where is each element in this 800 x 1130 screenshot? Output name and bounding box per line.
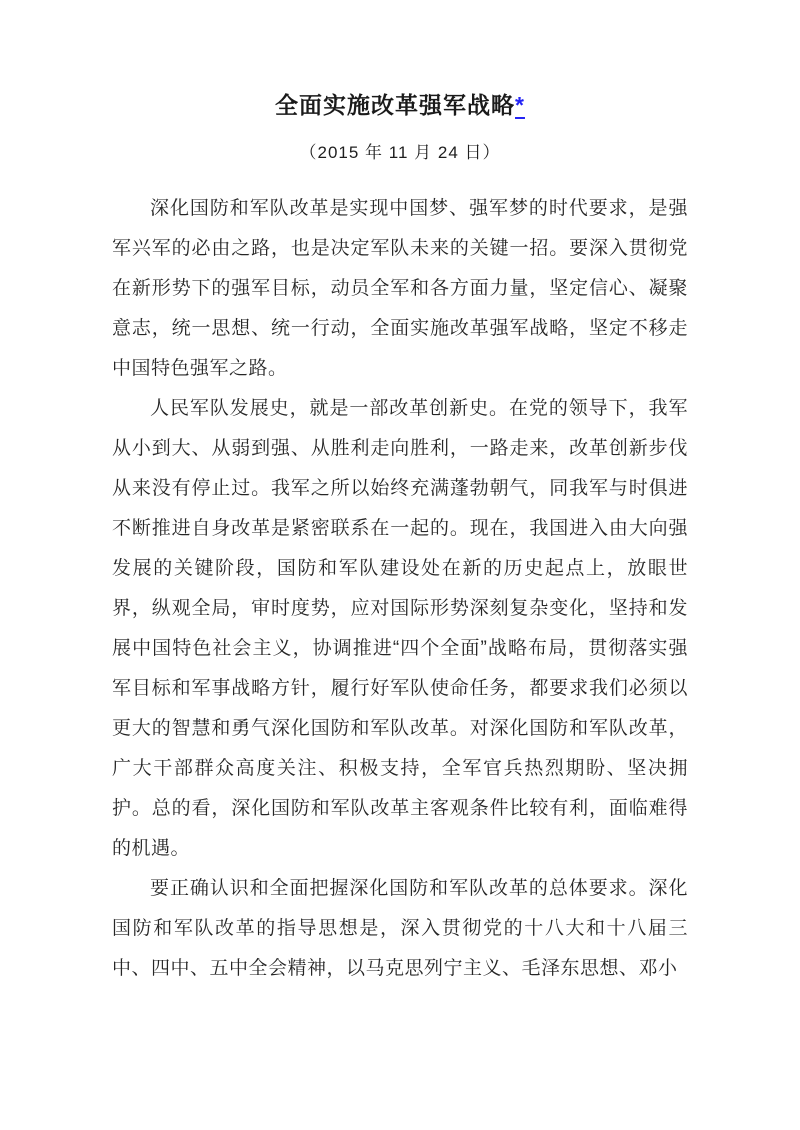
document-title-text: 全面实施改革强军战略 bbox=[275, 92, 516, 118]
paragraph: 人民军队发展史，就是一部改革创新史。在党的领导下，我军从小到大、从弱到强、从胜利走向胜利，一路走来，改革创新步伐从来没有停止过。我军之所以始终充满蓬勃朝气，同我军与时俱进不断推进自身改革是紧密联系在一起的。现在，我国进入由大向强发展的关键阶段，国防和军队建设处在新的历史起点上，放眼世界，纵观全局，审时度势，应对国际形势深刻复杂变化，坚持和发展中国特色社会主义，协调推进“四个全面”战略布局，贯彻落实强军目标和军事战略方针，履行好军队使命任务，都要求我们必须以更大的智慧和勇气深化国防和军队改革。对深化国防和军队改革，广大干部群众高度关注、积极支持，全军官兵热烈期盼、坚决拥护。总的看，深化国防和军队改革主客观条件比较有利，面临难得的机遇。 bbox=[112, 398, 688, 859]
document-body bbox=[112, 189, 688, 989]
paragraph: 要正确认识和全面把握深化国防和军队改革的总体要求。深化国防和军队改革的指导思想是，深入贯彻党的十八大和十八届三中、四中、五中全会精神，以马克思列宁主义、毛泽东思想、邓小 bbox=[112, 878, 688, 979]
paragraph: 深化国防和军队改革是实现中国梦、强军梦的时代要求，是强军兴军的必由之路，也是决定军队未来的关键一招。要深入贯彻党在新形势下的强军目标，动员全军和各方面力量，坚定信心、凝聚意志，统一思想、统一行动，全面实施改革强军战略，坚定不移走中国特色强军之路。 bbox=[112, 198, 688, 379]
document-title bbox=[112, 88, 688, 122]
document-date-line: （2015 年 11 月 24 日） bbox=[299, 143, 501, 162]
footnote-marker-link[interactable]: * bbox=[515, 92, 525, 118]
